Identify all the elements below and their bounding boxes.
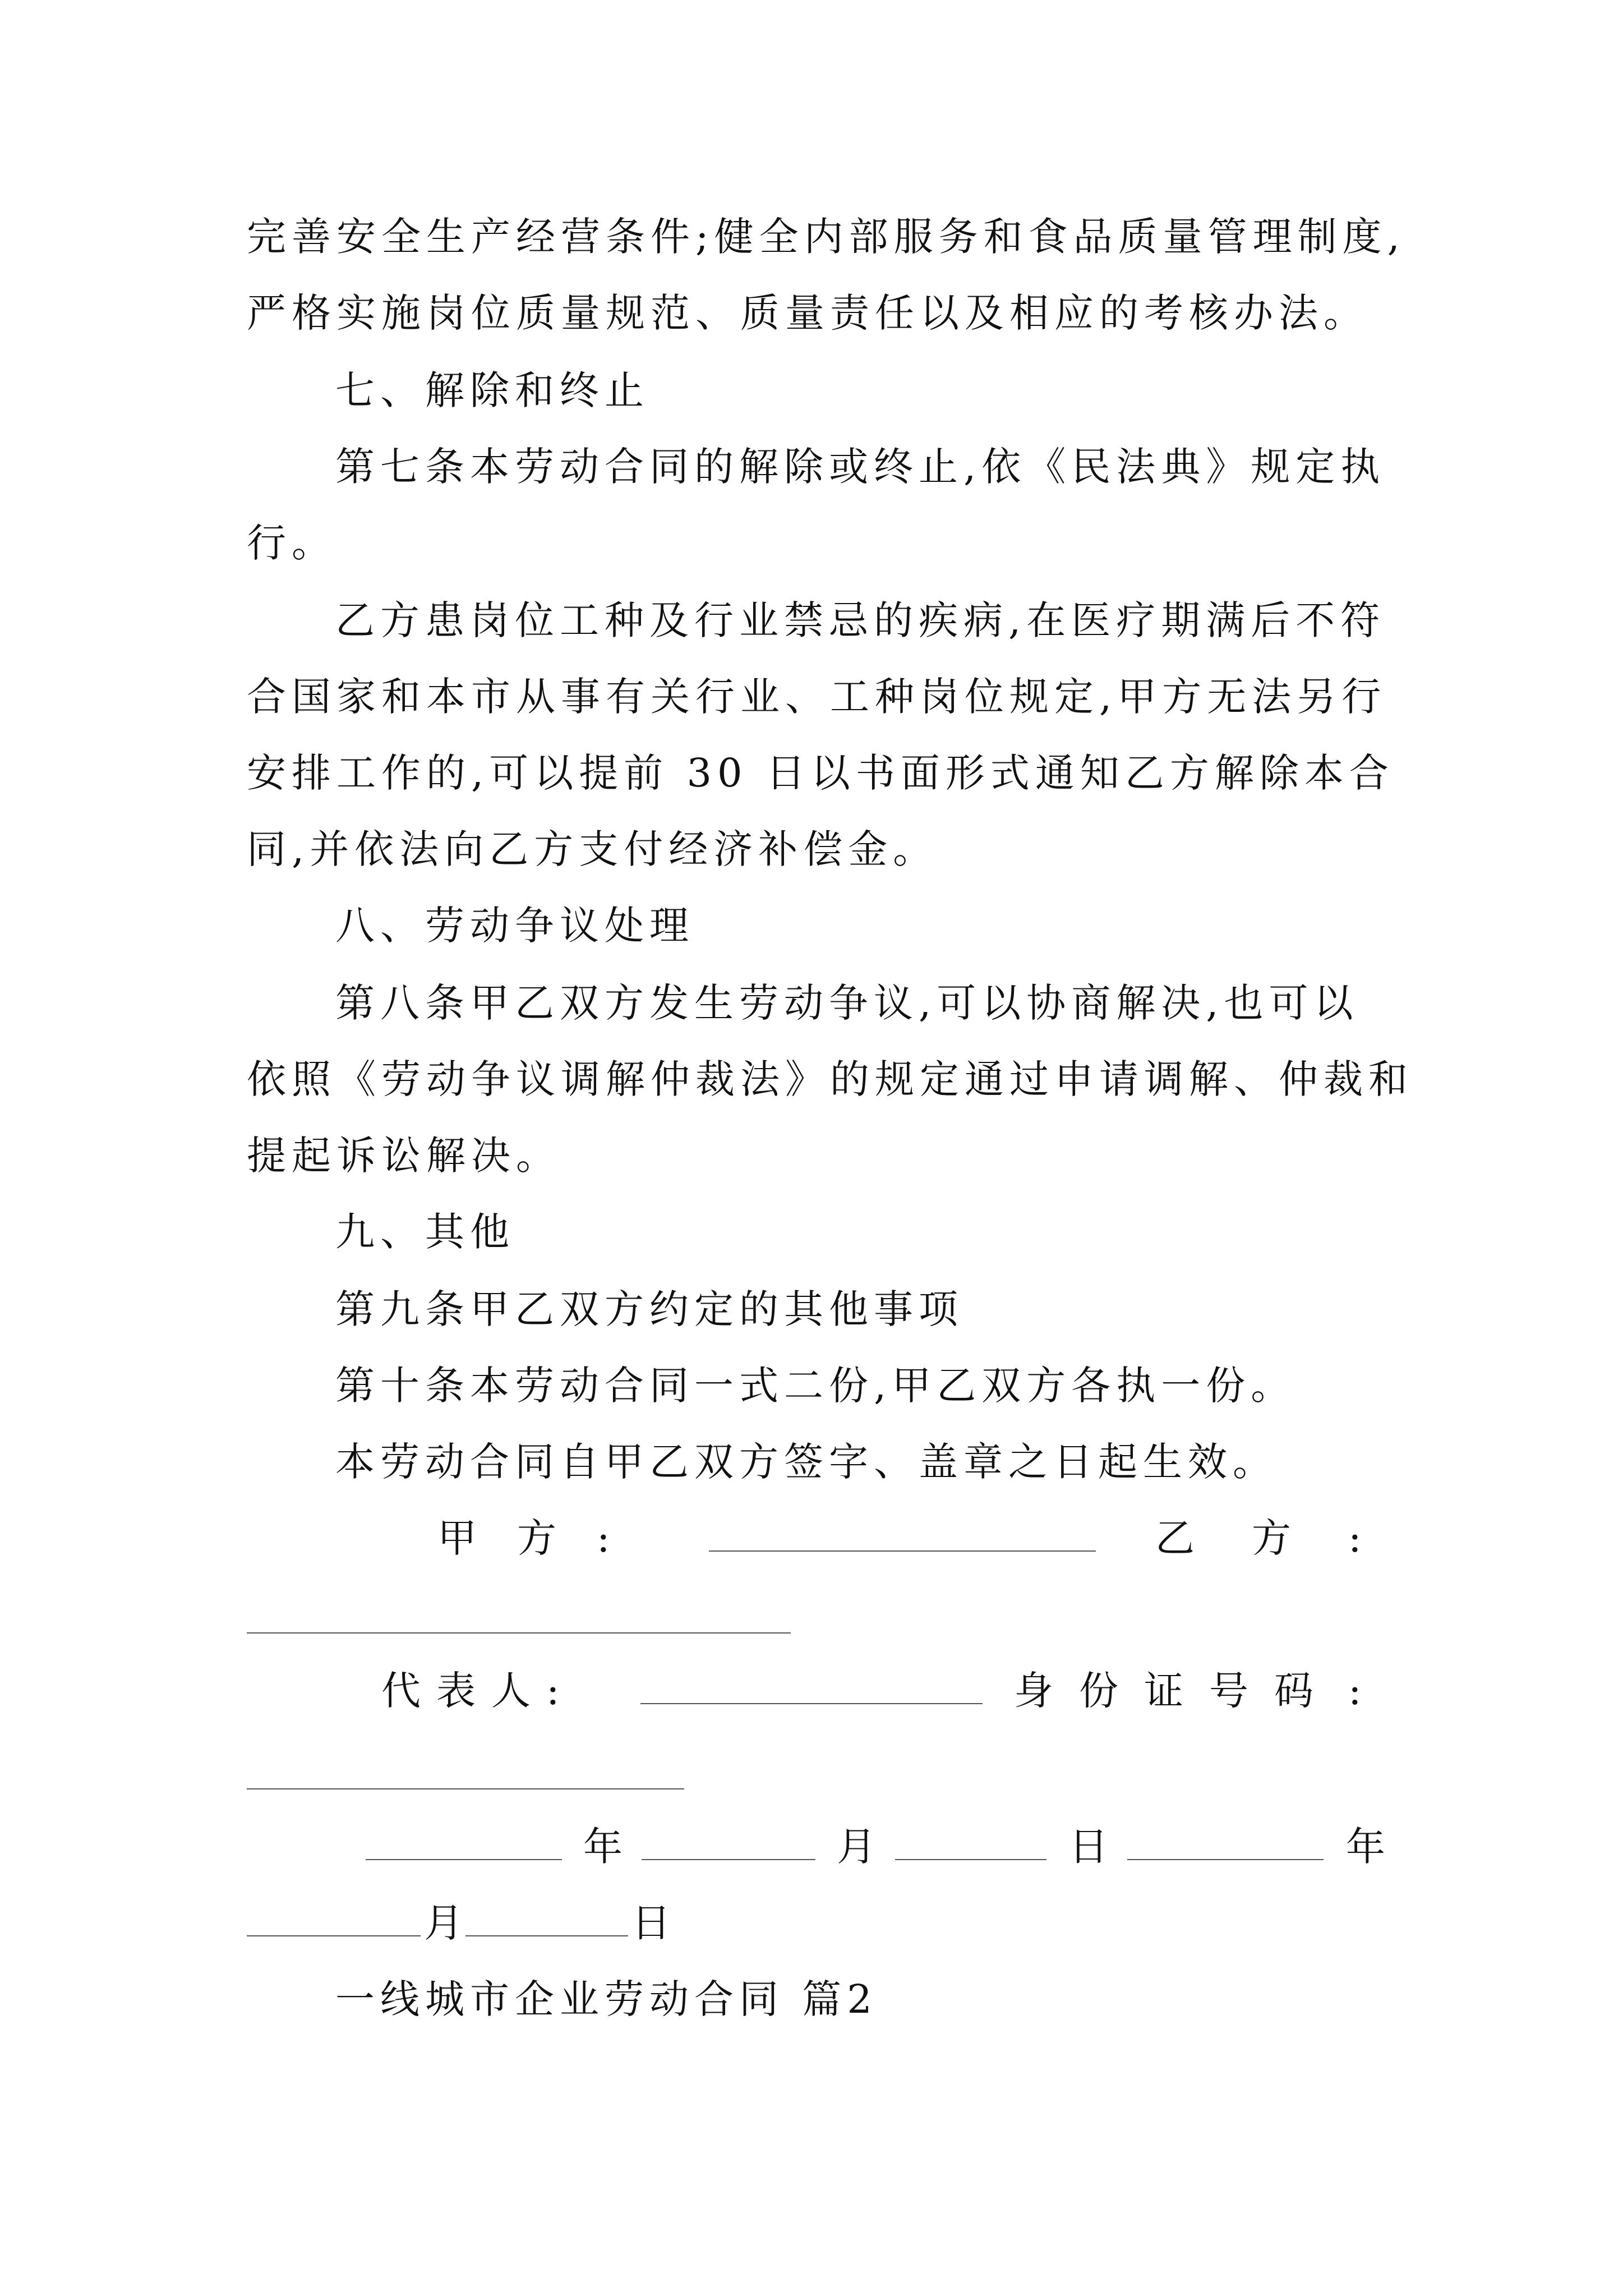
- body-text-line: 安排工作的,可以提前 30 日以书面形式通知乙方解除本合: [247, 750, 1394, 796]
- party-b-day-blank: [465, 1935, 628, 1936]
- section-heading-dispute: 八、劳动争议处理: [335, 903, 694, 949]
- party-b-label: 方: [1252, 1515, 1291, 1561]
- body-text-line: 乙方患岗位工种及行业禁忌的疾病,在医疗期满后不符: [335, 597, 1386, 643]
- article-8-text: 提起诉讼解决。: [247, 1133, 561, 1179]
- party-a-label: 甲: [437, 1515, 477, 1561]
- day-label: 日: [631, 1900, 671, 1946]
- party-a-label: 方: [517, 1515, 556, 1561]
- party-a-month-blank: [642, 1859, 815, 1860]
- date-row-continued: [247, 1895, 1391, 1951]
- date-row: [247, 1819, 1391, 1875]
- effective-clause: 本劳动合同自甲乙双方签字、盖章之日起生效。: [335, 1439, 1278, 1485]
- day-label: 日: [1069, 1824, 1108, 1870]
- year-label: 年: [583, 1824, 623, 1870]
- id-number-label: 码: [1274, 1668, 1313, 1714]
- body-text-line: 同,并依法向乙方支付经济补偿金。: [247, 826, 938, 872]
- article-7-text: 第七条本劳动合同的解除或终止,依《民法典》规定执: [335, 444, 1386, 490]
- representative-label: 表: [436, 1668, 476, 1714]
- article-8-text: 依照《劳动争议调解仲裁法》的规定通过申请调解、仲裁和: [247, 1056, 1413, 1102]
- body-text-line: 完善安全生产经营条件;健全内部服务和食品质量管理制度,: [247, 214, 1405, 260]
- id-number-label: 号: [1209, 1668, 1248, 1714]
- year-label: 年: [1346, 1824, 1385, 1870]
- month-label: 月: [424, 1900, 463, 1946]
- party-b-blank: [247, 1632, 791, 1634]
- next-contract-title: 一线城市企业劳动合同 篇2: [335, 1976, 878, 2022]
- body-text-line: 合国家和本市从事有关行业、工种岗位规定,甲方无法另行: [247, 674, 1387, 720]
- party-b-label: 乙: [1155, 1515, 1195, 1561]
- article-9-text: 第九条甲乙双方约定的其他事项: [335, 1286, 963, 1332]
- representative-label: :: [546, 1668, 560, 1714]
- party-signature-row: [247, 1510, 1391, 1566]
- party-a-blank: [709, 1550, 1096, 1552]
- party-a-year-blank: [366, 1859, 562, 1860]
- month-label: 月: [837, 1824, 876, 1870]
- id-number-label: 身: [1014, 1668, 1053, 1714]
- party-b-label: :: [1348, 1515, 1362, 1561]
- body-text-line: 严格实施岗位质量规范、质量责任以及相应的考核办法。: [247, 290, 1368, 336]
- party-b-month-blank: [247, 1935, 421, 1936]
- party-a-day-blank: [895, 1859, 1046, 1860]
- id-number-label: :: [1348, 1668, 1362, 1714]
- party-b-year-blank: [1127, 1859, 1324, 1860]
- id-number-label: 证: [1144, 1668, 1183, 1714]
- article-8-text: 第八条甲乙双方发生劳动争议,可以协商解决,也可以: [335, 980, 1359, 1026]
- representative-blank: [640, 1703, 983, 1704]
- id-number-blank: [247, 1788, 684, 1789]
- party-a-label: :: [597, 1515, 610, 1561]
- representative-label: 代: [381, 1668, 421, 1714]
- id-number-label: 份: [1079, 1668, 1118, 1714]
- article-7-text: 行。: [247, 520, 336, 566]
- article-10-text: 第十条本劳动合同一式二份,甲乙双方各执一份。: [335, 1363, 1296, 1409]
- section-heading-termination: 七、解除和终止: [335, 367, 649, 413]
- section-heading-other: 九、其他: [335, 1209, 515, 1255]
- representative-signature-row: [247, 1663, 1391, 1719]
- representative-label: 人: [491, 1668, 531, 1714]
